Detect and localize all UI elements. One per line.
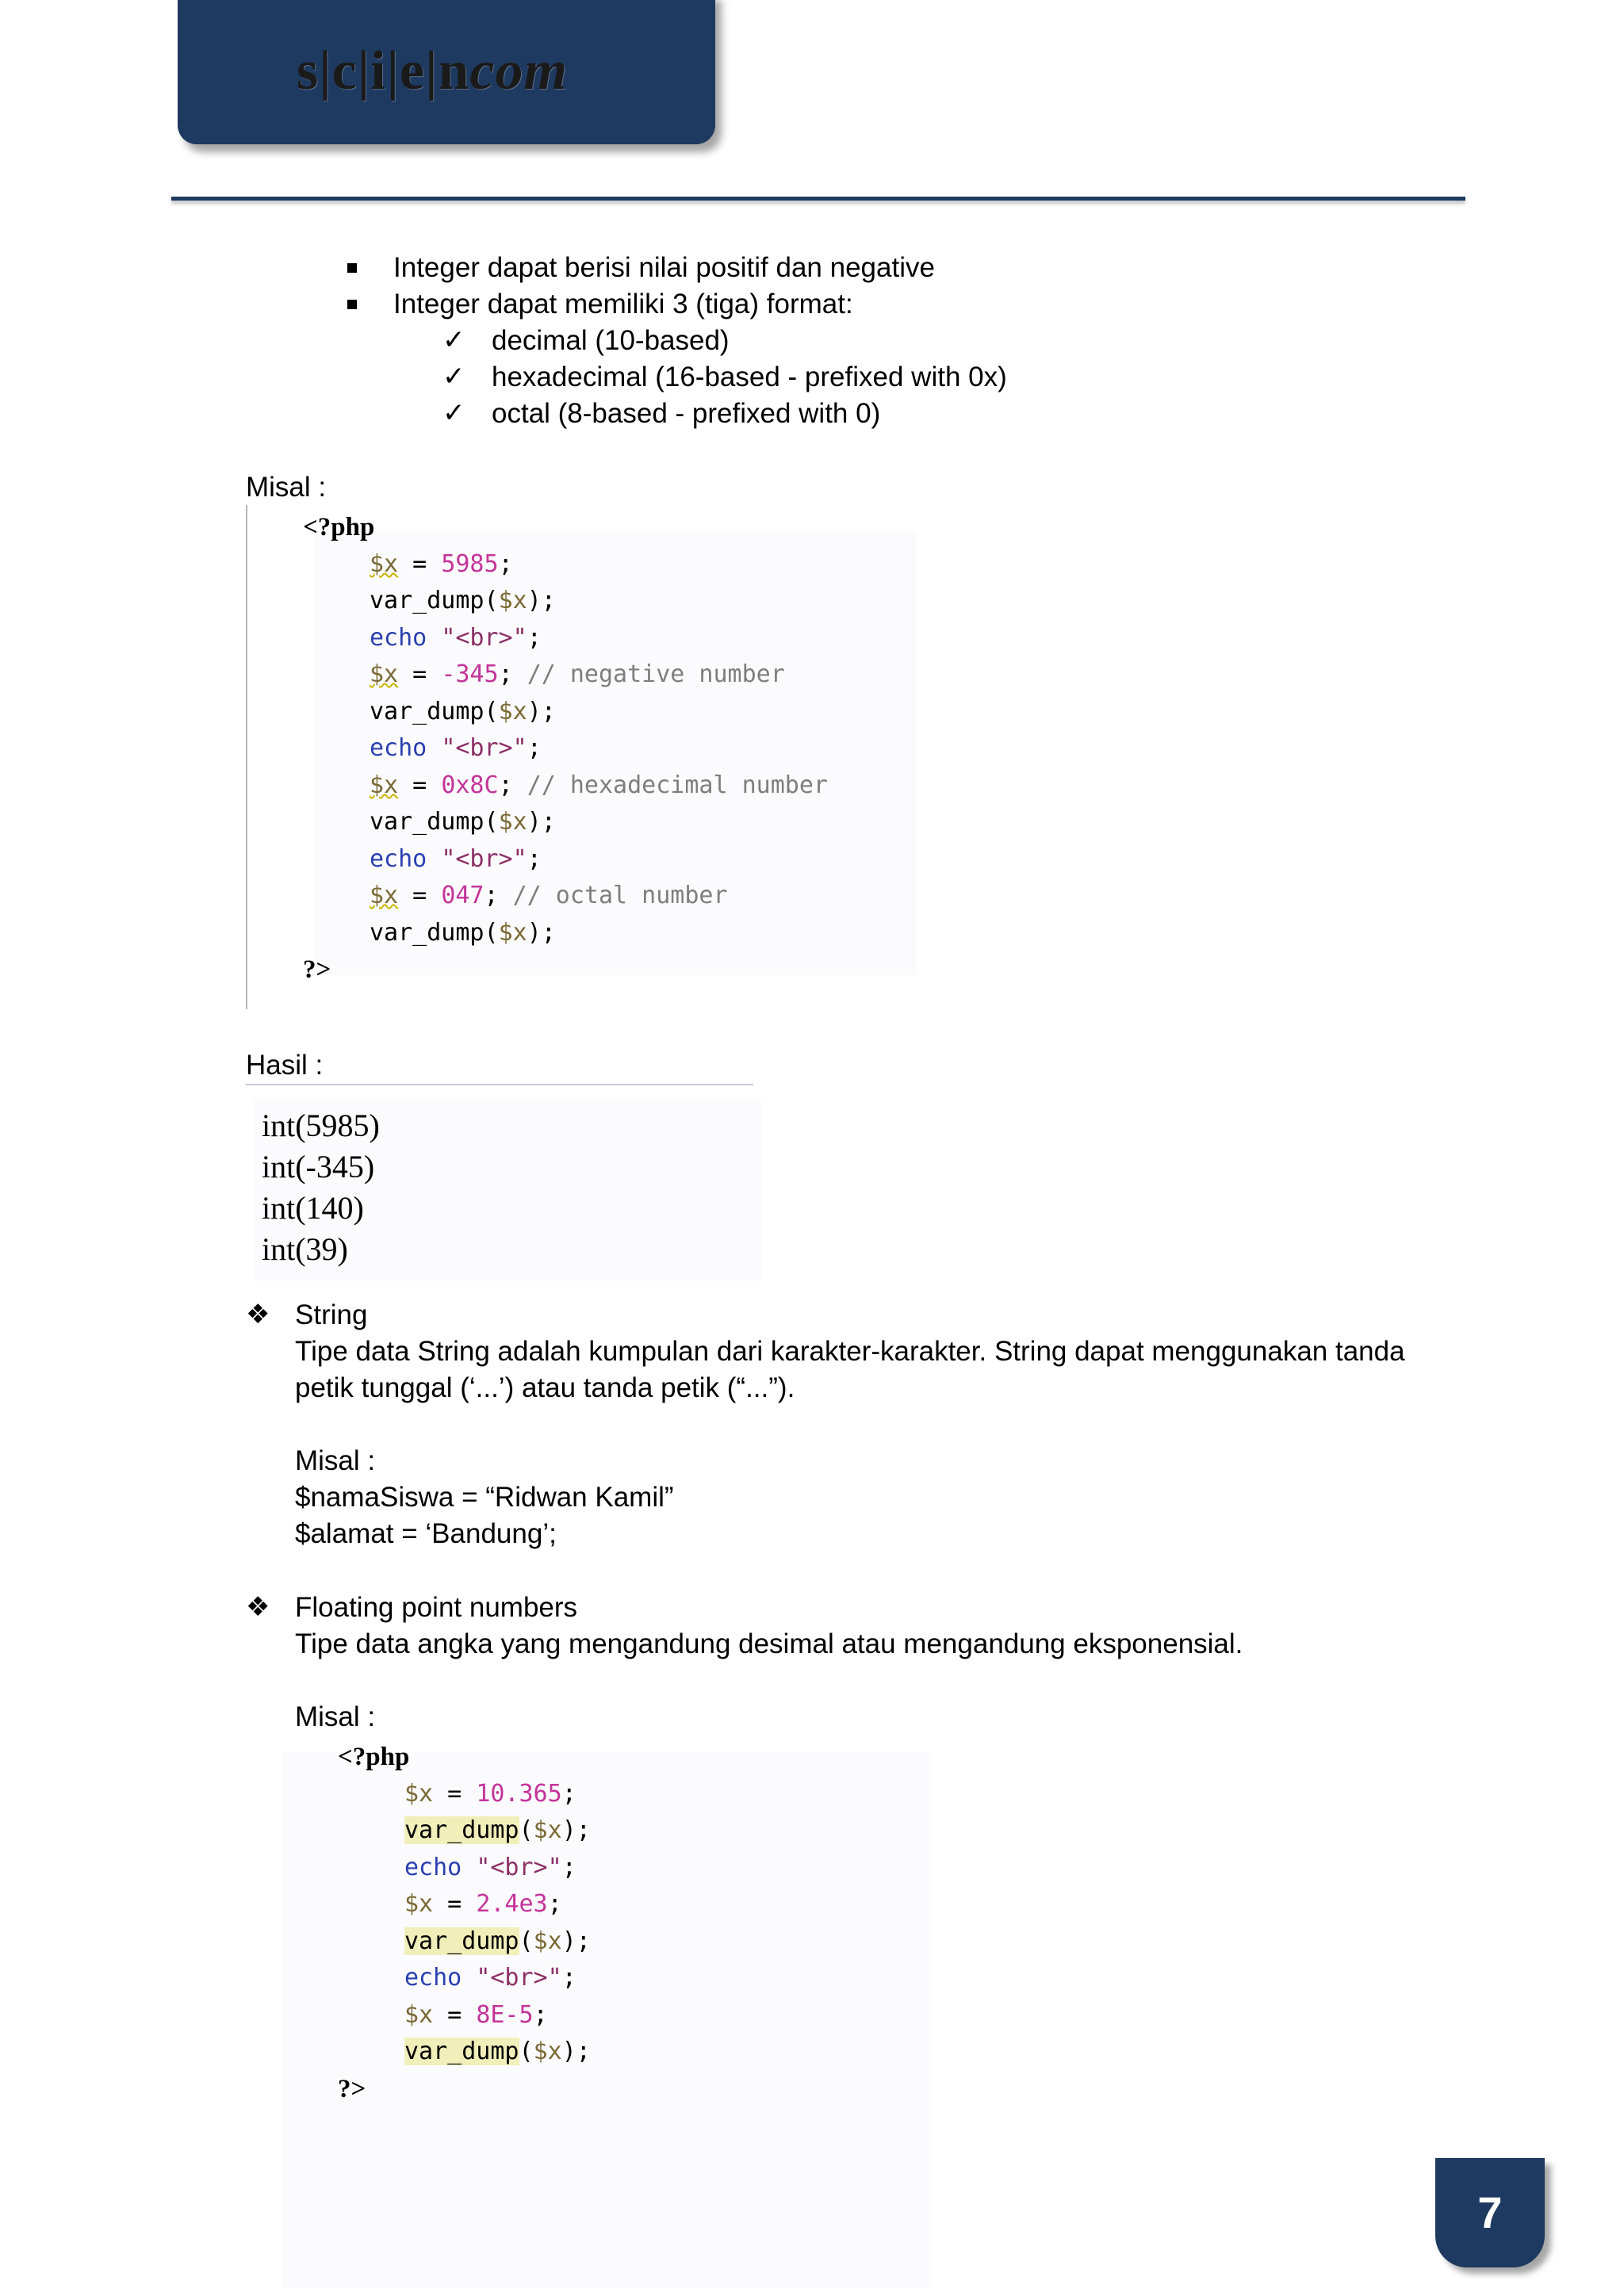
php-close-tag: ?> xyxy=(338,2075,366,2103)
php-open-tag: <?php xyxy=(338,1743,410,1771)
header-tab xyxy=(178,0,715,144)
format-hexadecimal: hexadecimal (16-based - prefixed with 0x) xyxy=(492,362,1007,392)
result-line: int(-345) xyxy=(262,1149,375,1184)
float-desc: Tipe data angka yang mengandung desimal atau mengandung eksponensial. xyxy=(295,1628,1243,1659)
code-line: var_dump($x); xyxy=(370,698,556,725)
code-left-border xyxy=(246,505,247,1009)
format-decimal: decimal (10-based) xyxy=(492,325,730,356)
string-title: String xyxy=(295,1299,368,1330)
result-label: Hasil : xyxy=(246,1050,324,1081)
diamond-bullet-icon: ❖ xyxy=(246,1591,270,1623)
check-icon: ✓ xyxy=(442,361,465,392)
php-close-tag: ?> xyxy=(303,955,331,984)
header-rule xyxy=(171,197,1465,201)
result-line: int(39) xyxy=(262,1231,348,1267)
string-example-line: $alamat = ‘Bandung’; xyxy=(295,1518,557,1549)
bullet-square xyxy=(347,263,357,273)
code-line: $x = 2.4e3; xyxy=(404,1890,562,1918)
example1-label: Misal : xyxy=(246,472,327,503)
result-rule xyxy=(246,1084,753,1085)
float-title: Floating point numbers xyxy=(295,1592,578,1623)
result-line: int(5985) xyxy=(262,1108,380,1143)
logo: s|c|i|e|ncom xyxy=(297,40,568,101)
code-line: var_dump($x); xyxy=(370,808,556,836)
check-icon: ✓ xyxy=(442,324,465,356)
result-line: int(140) xyxy=(262,1190,364,1226)
code-line: echo "<br>"; xyxy=(404,1964,576,1992)
code-line: var_dump($x); xyxy=(404,2038,591,2065)
code-line: var_dump($x); xyxy=(404,1927,591,1955)
diamond-bullet-icon: ❖ xyxy=(246,1299,270,1330)
integer-bullet-2: Integer dapat memiliki 3 (tiga) format: xyxy=(393,289,853,320)
string-desc-line1: Tipe data String adalah kumpulan dari karakter-karakter. String dapat menggunakan tanda xyxy=(295,1336,1405,1367)
format-octal: octal (8-based - prefixed with 0) xyxy=(492,398,881,429)
code-line: echo "<br>"; xyxy=(370,845,542,873)
string-desc-line2: petik tunggal (‘...’) atau tanda petik (“...”). xyxy=(295,1372,795,1403)
code-line: $x = 10.365; xyxy=(404,1780,576,1808)
code-block-background xyxy=(282,1752,933,2288)
code-line: $x = 5985; xyxy=(370,550,513,578)
code-line: var_dump($x); xyxy=(370,919,556,947)
code-line: echo "<br>"; xyxy=(404,1854,576,1881)
code-line: $x = 0x8C; // hexadecimal number xyxy=(370,771,828,799)
code-line: var_dump($x); xyxy=(404,1816,591,1844)
check-icon: ✓ xyxy=(442,397,465,429)
string-example-line: $namaSiswa = “Ridwan Kamil” xyxy=(295,1482,674,1513)
code-line: echo "<br>"; xyxy=(370,734,542,762)
float-example-label: Misal : xyxy=(295,1701,376,1732)
string-example-label: Misal : xyxy=(295,1445,376,1476)
code-line: var_dump($x); xyxy=(370,587,556,614)
code-line: $x = 047; // octal number xyxy=(370,882,728,909)
code-line: $x = -345; // negative number xyxy=(370,660,785,688)
integer-bullet-1: Integer dapat berisi nilai positif dan negative xyxy=(393,252,935,283)
bullet-square xyxy=(347,300,357,309)
page-number: 7 xyxy=(1435,2158,1545,2267)
code-line: $x = 8E-5; xyxy=(404,2001,548,2029)
php-open-tag: <?php xyxy=(303,513,375,541)
code-line: echo "<br>"; xyxy=(370,624,542,652)
